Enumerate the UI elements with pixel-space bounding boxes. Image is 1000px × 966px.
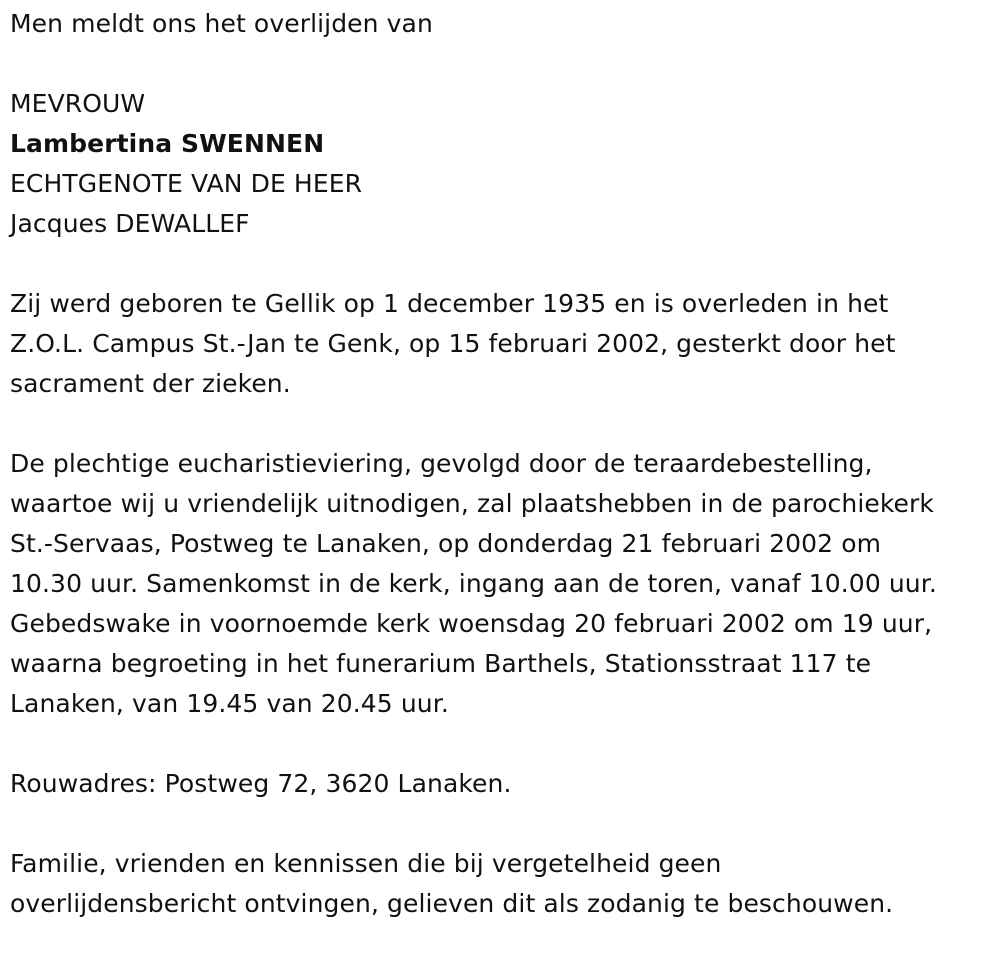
paragraph-line: Lanaken, van 19.45 van 20.45 uur. [10, 689, 449, 718]
paragraph-line: 10.30 uur. Samenkomst in de kerk, ingang aan de toren, vanaf 10.00 uur. [10, 569, 937, 598]
spacer [10, 244, 995, 284]
paragraph-line: Zij werd geboren te Gellik op 1 december 1935 en is overleden in het [10, 289, 889, 318]
paragraph-line: St.-Servaas, Postweg te Lanaken, op donderdag 21 februari 2002 om [10, 529, 882, 558]
paragraph-line: Familie, vrienden en kennissen die bij vergetelheid geen [10, 849, 722, 878]
mourning-address: Rouwadres: Postweg 72, 3620 Lanaken. [10, 769, 512, 798]
spacer [10, 724, 995, 764]
closing-paragraph [10, 844, 995, 924]
paragraph-line: Gebedswake in voornoemde kerk woensdag 20 februari 2002 om 19 uur, [10, 609, 933, 638]
deceased-block [10, 84, 995, 244]
spacer [10, 804, 995, 844]
paragraph-line: waartoe wij u vriendelijk uitnodigen, zal plaatshebben in de parochiekerk [10, 489, 934, 518]
death-notice [10, 4, 995, 924]
paragraph-line: waarna begroeting in het funerarium Barthels, Stationsstraat 117 te [10, 649, 872, 678]
paragraph-line: Z.O.L. Campus St.-Jan te Genk, op 15 februari 2002, gesterkt door het [10, 329, 896, 358]
paragraph-line: De plechtige eucharistieviering, gevolgd door de teraardebestelling, [10, 449, 873, 478]
spacer [10, 44, 995, 84]
spacer [10, 404, 995, 444]
paragraph-line: overlijdensbericht ontvingen, gelieven dit als zodanig te beschouwen. [10, 889, 894, 918]
birth-death-paragraph [10, 284, 995, 404]
spouse-label: ECHTGENOTE VAN DE HEER [10, 169, 363, 198]
paragraph-line: sacrament der zieken. [10, 369, 291, 398]
funeral-paragraph [10, 444, 995, 724]
intro-text: Men meldt ons het overlijden van [10, 9, 433, 38]
spouse-name: Jacques DEWALLEF [10, 209, 250, 238]
deceased-name: Lambertina SWENNEN [10, 129, 325, 158]
deceased-title: MEVROUW [10, 89, 146, 118]
